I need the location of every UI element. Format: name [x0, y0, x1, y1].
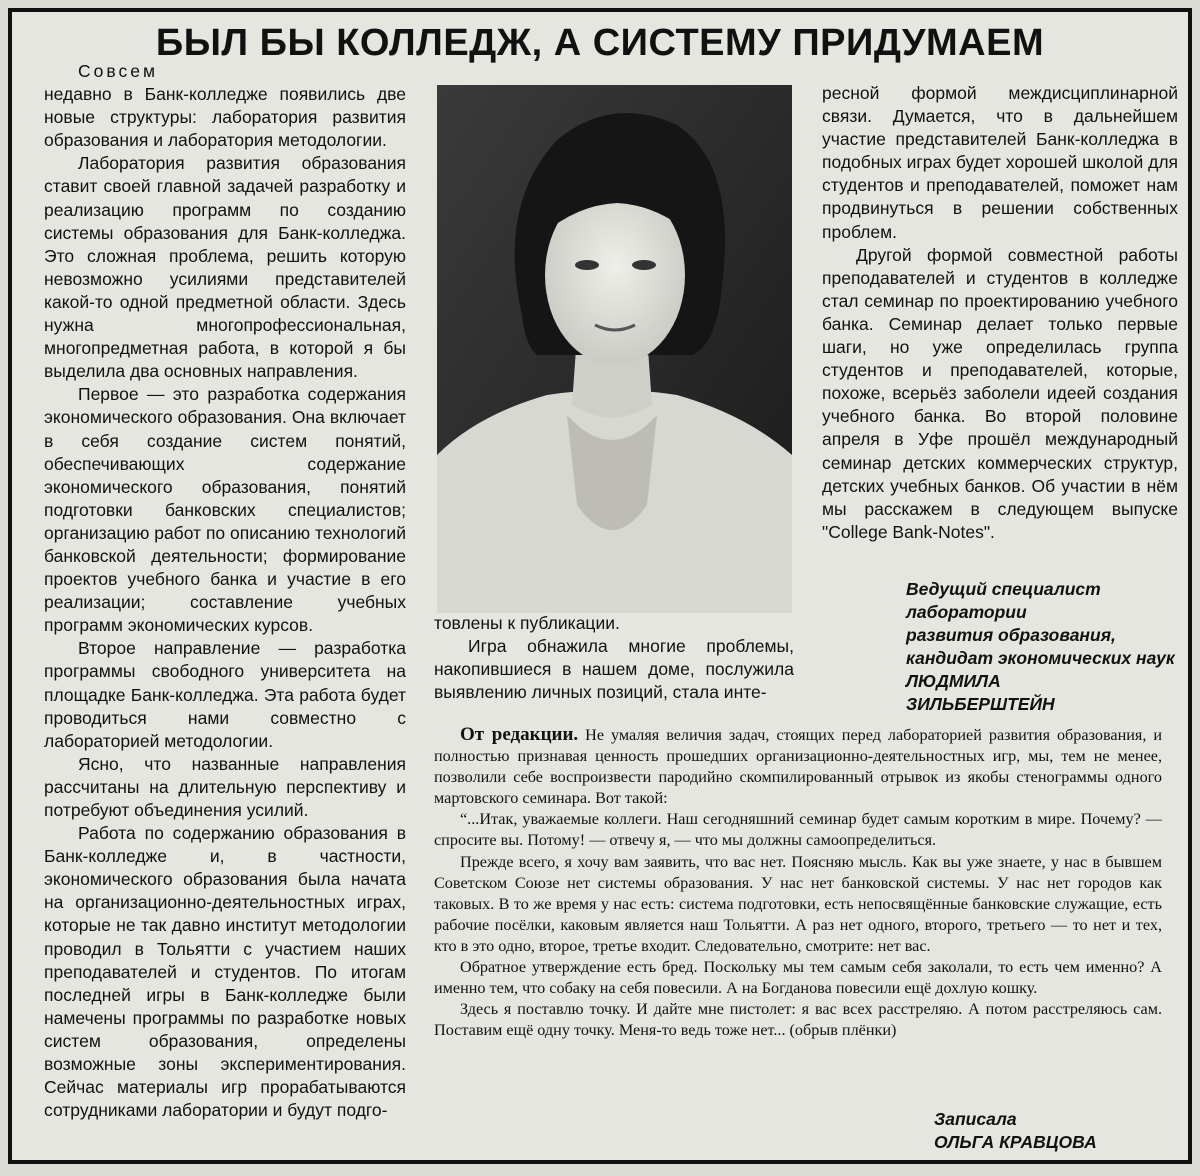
paragraph-publication: товлены к публикации. [434, 613, 620, 633]
text-column-right [822, 82, 1178, 572]
author-title-line: кандидат экономических наук [906, 648, 1175, 668]
editor-intro [434, 724, 1162, 809]
article-frame [8, 8, 1192, 1164]
paragraph-lab-goal: Лаборатория развития образования ставит своей главной задачей разработку и реализацию программ по созданию системы образования для Банк-колледжа. Это сложная проблема, решить которую невозможно усилиями представителей какой-то одной предметной области. Здесь нужна многопрофессиональная, многопредметная работа, в которой я бы выделила два основных направления. [44, 153, 406, 382]
paragraph-second-direction: Второе направление — разработка программы свободного университета на площадке Банк-колледжа. Эта работа будет проводиться нами совместно с лабораторией методологии. [44, 638, 406, 751]
text-column-middle [434, 612, 794, 724]
editor-quote: Здесь я поставлю точку. И дайте мне пистолет: я вас всех расстреляю. А потом расстреляюсь сам. Поставим ещё одну точку. Меня-то ведь тоже нет... (обрыв плёнки) [434, 1000, 1162, 1040]
editor-lead: От редакции. [460, 724, 579, 745]
editor-quote: Обратное утверждение есть бред. Поскольку мы тем самым себя заколали, то есть чем именно? А именно тем, что собаку на себя повесили. А на Богданова повесили ещё дохлую кошку. [434, 958, 1162, 998]
intro-text: недавно в Банк-колледже появились две новые структуры: лаборатория развития образования и лаборатория методологии. [44, 84, 406, 151]
portrait-illustration [437, 85, 792, 613]
paragraph-continuation: ресной формой междисциплинарной связи. Думается, что в дальнейшем участие представителей Банк-колледжа в подобных играх будет хорошей школой для студентов и преподавателей, поможет нам продвинуться в решении собственных проблем. [822, 83, 1178, 242]
text-column-left [44, 60, 406, 1156]
paragraph-perspective: Ясно, что названные направления рассчитаны на длительную перспективу и потребуют объединения усилий. [44, 753, 406, 820]
editor-note [434, 724, 1162, 1114]
paragraph-games: Работа по содержанию образования в Банк-колледже и, в частности, экономического образования была начата на организационно-деятельностных играх, которые не так давно институт методологии проводил в Тольятти с участием наших преподавателей и студентов. По итогам последней игры в Банк-колледже были намечены программы по разработке новых систем образования, определены возможные зоны экспериментирования. Сейчас материалы игр прорабатываются сотрудниками лаборатории и будут подго- [44, 823, 406, 1121]
paragraph-game-problems: Игра обнажила многие проблемы, накопившиеся в нашем доме, послужила выявлению личных позиций, стала инте- [434, 636, 794, 703]
recorder-label: Записала [934, 1109, 1017, 1129]
portrait-photo [437, 85, 792, 613]
author-signature [906, 578, 1175, 716]
paragraph-seminar: Другой формой совместной работы преподавателей и студентов в колледже стал семинар по проектированию учебного банка. Семинар делает только первые шаги, но уже определилась группа студентов и преподавателей, которые, похоже, всерьёз заболели идеей создания учебного банка. Во второй половине апреля в Уфе прошёл международный семинар детских коммерческих структур, детских учебных банков. Об участии в нём мы расскажем в следующем выпуске "College Bank-Notes". [822, 244, 1178, 542]
article-headline: БЫЛ БЫ КОЛЛЕДЖ, А СИСТЕМУ ПРИДУМАЕМ [155, 22, 1045, 64]
editor-quote: Прежде всего, я хочу вам заявить, что вас нет. Поясняю мысль. Как вы уже знаете, у нас в бывшем Советском Союзе нет системы образования. У нас нет банковской системы. У нас нет городов как таковых. В то же время у нас есть: система подготовки, есть непосвящённые банковские служащие, есть рабочие посёлки, каковым является наш Тольятти. А раз нет одного, второго, третьего — то нет и тех, кто в это одно, второе, третье входит. Следовательно, смотрите: нет вас. [434, 852, 1162, 955]
author-title-line: развития образования, [906, 625, 1116, 645]
author-last-name: ЗИЛЬБЕРШТЕЙН [906, 694, 1055, 714]
paragraph-first-direction: Первое — это разработка содержания экономического образования. Она включает в себя создание систем понятий, обеспечивающих содержание экономического образования, понятий подготовки банковских специалистов; организацию работ по описанию технологий банковской деятельности; формирование проектов учебного банка и участие в его реализации; составление учебных программ экономических курсов. [44, 384, 406, 636]
paragraph-intro [44, 60, 406, 152]
author-title-line: лаборатории [906, 602, 1027, 622]
recorder-signature [934, 1108, 1097, 1154]
editor-intro-text: Не умаляя величия задач, стоящих перед лабораторией развития образования, и полностью признавая ценность прошедших организационно-деятельностных игр, мы, тем не менее, позволили себе воспроизвести пародийно скомпилированный отрывок из якобы стенограммы одного мартовского семинара. Вот такой: [434, 726, 1162, 808]
author-title-line: Ведущий специалист [906, 579, 1101, 599]
author-first-name: ЛЮДМИЛА [906, 671, 1001, 691]
lead-word: Совсем [78, 61, 158, 81]
editor-quote: “...Итак, уважаемые коллеги. Наш сегодняшний семинар будет самым коротким в мире. Почему? — спросите вы. Потому! — отвечу я, — что мы должны самоопределиться. [434, 810, 1162, 850]
recorder-name: ОЛЬГА КРАВЦОВА [934, 1132, 1097, 1152]
